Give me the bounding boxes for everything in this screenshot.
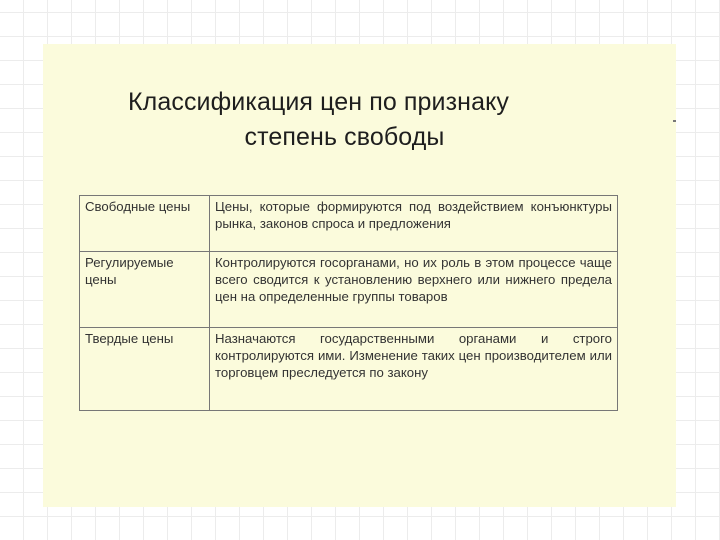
term-cell: Регулируемые цены: [80, 252, 210, 328]
title-line-2: степень свободы: [244, 123, 445, 151]
description-cell: Назначаются государственными органами и строго контролируются ими. Изменение таких цен производителем или торговцем преследуется по закону: [210, 328, 618, 411]
term-cell: Твердые цены: [80, 328, 210, 411]
table-row: [80, 196, 618, 252]
term-cell: Свободные цены: [80, 196, 210, 252]
description-cell: Контролируются госорганами, но их роль в этом процессе чаще всего сводится к установлению верхнего или нижнего предела цен на определенные группы товаров: [210, 252, 618, 328]
price-classification-table: [79, 195, 618, 411]
description-cell: Цены, которые формируются под воздействием конъюнктуры рынка, законов спроса и предложения: [210, 196, 618, 252]
decorative-mark: [673, 120, 676, 122]
slide: [43, 44, 676, 507]
table-row: [80, 328, 618, 411]
slide-title: [43, 85, 676, 155]
title-line-1: Классификация цен по признаку: [128, 88, 509, 116]
table-row: [80, 252, 618, 328]
